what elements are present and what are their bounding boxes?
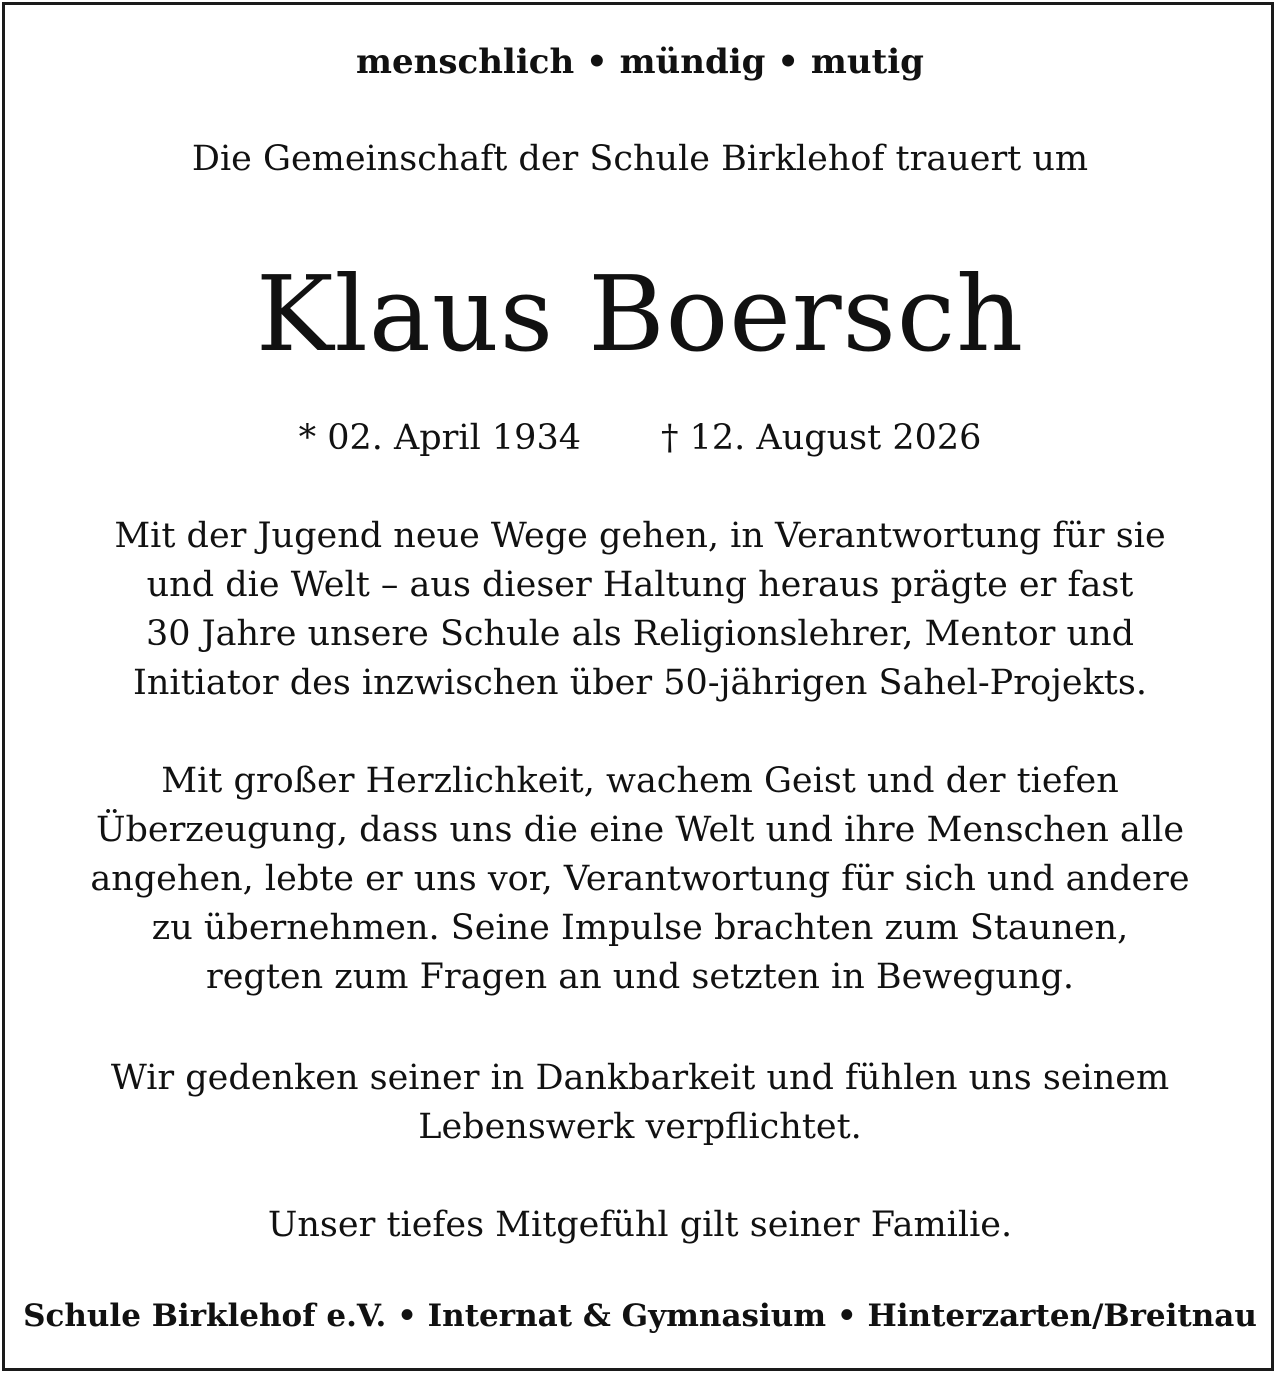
paragraph-line: angehen, lebte er uns vor, Verantwortung für sich und andere bbox=[90, 859, 1190, 899]
intro-text: Die Gemeinschaft der Schule Birklehof trauert um bbox=[191, 139, 1089, 179]
deceased-name: Klaus Boersch bbox=[255, 253, 1025, 375]
paragraph-line: 30 Jahre unsere Schule als Religionslehrer, Mentor und bbox=[145, 614, 1135, 654]
paragraph-line: zu übernehmen. Seine Impulse brachten zum Staunen, bbox=[151, 908, 1129, 948]
paragraph-condolence bbox=[0, 1201, 1280, 1250]
paragraph-line: Lebenswerk verpflichtet. bbox=[418, 1107, 862, 1147]
paragraph-remembrance bbox=[0, 1054, 1280, 1152]
paragraph-line: und die Welt – aus dieser Haltung heraus prägte er fast bbox=[146, 565, 1134, 605]
birth-date: * 02. April 1934 bbox=[298, 418, 581, 458]
paragraph-line: Wir gedenken seiner in Dankbarkeit und fühlen uns seinem bbox=[110, 1058, 1170, 1098]
paragraph-line: regten zum Fragen an und setzten in Bewegung. bbox=[205, 957, 1074, 997]
paragraph-legacy bbox=[0, 512, 1280, 708]
school-motto: menschlich • mündig • mutig bbox=[356, 42, 924, 82]
death-date: † 12. August 2026 bbox=[661, 418, 982, 458]
paragraph-line: Initiator des inzwischen über 50-jährigen Sahel-Projekts. bbox=[133, 663, 1147, 703]
paragraph-line: Mit großer Herzlichkeit, wachem Geist und der tiefen bbox=[161, 761, 1119, 801]
paragraph-character bbox=[0, 757, 1280, 1002]
sender-footer: Schule Birklehof e.V. • Internat & Gymnasium • Hinterzarten/Breitnau bbox=[23, 1298, 1257, 1334]
paragraph-line: Unser tiefes Mitgefühl gilt seiner Familie. bbox=[267, 1205, 1013, 1245]
life-dates bbox=[0, 418, 1280, 458]
paragraph-line: Überzeugung, dass uns die eine Welt und ihre Menschen alle bbox=[95, 810, 1185, 850]
paragraph-line: Mit der Jugend neue Wege gehen, in Verantwortung für sie bbox=[114, 516, 1166, 556]
